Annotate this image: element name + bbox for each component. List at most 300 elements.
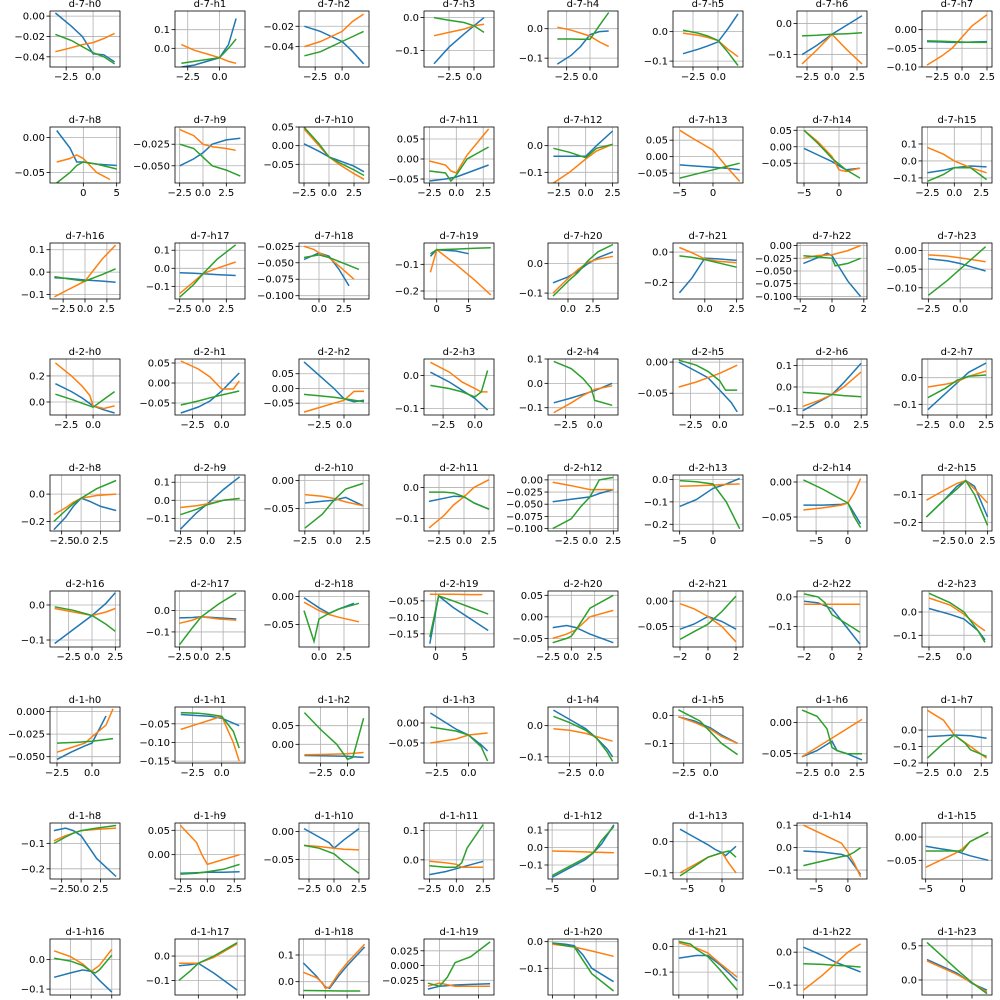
y-tick-label: 0.5 (901, 941, 917, 953)
y-tick-label: −0.2 (643, 519, 668, 531)
series-line-1 (926, 481, 987, 517)
subplot-d-7-h3 (395, 0, 494, 83)
x-tick-label: −2.5 (678, 420, 703, 431)
series-line-1 (553, 490, 614, 502)
subplot-title: d-7-h13 (688, 115, 728, 126)
x-tick-label: 0.0 (85, 420, 102, 431)
subplot-title: d-7-h7 (940, 0, 974, 10)
y-tick-label: −0.100 (754, 291, 792, 303)
series-line-2 (679, 365, 737, 387)
y-tick-label: 0.00 (147, 378, 170, 390)
x-tick-label: −5 (544, 884, 560, 895)
subplot-d-1-h3 (388, 695, 494, 779)
subplot-title: d-2-h11 (439, 463, 479, 474)
y-tick-label: 0.00 (645, 152, 668, 164)
y-tick-label: 0.0 (776, 843, 792, 855)
y-tick-label: 0.0 (776, 947, 792, 959)
x-tick-label: −5 (808, 536, 824, 547)
y-tick-label: 0.00 (271, 592, 294, 604)
subplot-d-1-h10 (263, 811, 369, 895)
x-tick-label: 2.5 (92, 536, 109, 547)
series-line-3 (679, 360, 737, 390)
series-line-3 (430, 371, 487, 397)
y-tick-label: −0.05 (886, 43, 917, 55)
subplot-d-7-h0 (14, 0, 120, 83)
x-tick-label: 0.0 (586, 420, 603, 431)
x-tick-label: −5 (918, 884, 934, 895)
series-line-2 (429, 129, 488, 173)
subplot-title: d-1-h17 (190, 927, 230, 938)
subplot-title: d-1-h6 (815, 695, 849, 706)
y-tick-label: −0.2 (892, 758, 917, 770)
subplot-title: d-2-h23 (937, 579, 977, 590)
x-tick-label: −2.5 (292, 536, 317, 547)
subplot-title: d-7-h10 (314, 115, 354, 126)
subplot-title: d-2-h9 (193, 463, 227, 474)
x-tick-label: 0.0 (456, 536, 472, 547)
x-tick-label: 0.0 (824, 72, 840, 83)
x-tick-label: −2.5 (168, 536, 193, 547)
y-tick-label: −0.05 (761, 749, 792, 761)
y-tick-label: −0.05 (139, 398, 170, 410)
x-tick-label: −2.5 (175, 72, 200, 83)
subplot-d-2-h18 (263, 579, 369, 663)
y-tick-label: 0.00 (22, 11, 45, 23)
subplot-d-2-h1 (139, 347, 245, 431)
x-tick-label: 0.0 (339, 768, 356, 779)
axes-frame (299, 591, 369, 647)
x-tick-label: 2.5 (346, 188, 362, 199)
y-tick-label: −0.05 (263, 159, 294, 171)
y-tick-label: 0.0 (154, 263, 170, 275)
x-tick-label: 0.0 (466, 72, 482, 83)
y-tick-label: −0.1 (892, 399, 917, 411)
subplot-d-1-h12 (519, 811, 618, 895)
y-tick-label: 0.1 (527, 825, 543, 837)
y-tick-label: −0.2 (892, 518, 917, 530)
series-line-2 (927, 15, 987, 65)
subplot-title: d-7-h3 (442, 0, 476, 10)
subplot-title: d-7-h15 (937, 115, 977, 126)
series-line-1 (434, 18, 484, 64)
subplot-title: d-7-h5 (691, 0, 725, 10)
x-tick-label: 0.0 (195, 188, 211, 199)
x-tick-label: 0.0 (321, 188, 337, 199)
y-tick-label: −0.1 (518, 167, 543, 179)
x-tick-label: 0.0 (84, 652, 100, 663)
y-tick-label: −0.05 (139, 719, 170, 731)
subplot-d-7-h5 (644, 0, 743, 83)
y-tick-label: −0.1 (20, 838, 45, 850)
x-tick-label: −5 (672, 188, 688, 199)
subplot-title: d-7-h23 (937, 231, 977, 242)
y-tick-label: 0.0 (527, 24, 543, 36)
y-tick-label: 0.0 (652, 942, 668, 954)
x-tick-label: −2.5 (535, 652, 561, 663)
x-tick-label: −2.5 (308, 768, 333, 779)
y-tick-label: 0.1 (403, 825, 419, 837)
y-tick-label: −0.05 (637, 168, 668, 180)
subplot-d-1-h16 (21, 927, 120, 1000)
subplot-title: d-2-h18 (314, 579, 354, 590)
series-line-3 (304, 713, 363, 760)
subplot-d-7-h10 (263, 115, 369, 199)
y-tick-label: 0.0 (652, 27, 668, 39)
subplot-d-7-h7 (886, 0, 995, 83)
series-line-2 (553, 610, 614, 638)
x-tick-label: 0.0 (334, 72, 351, 83)
y-tick-label: 0.0 (403, 370, 419, 382)
series-line-3 (430, 727, 487, 761)
y-tick-label: 0.00 (645, 357, 668, 369)
y-tick-label: 0.0 (154, 43, 170, 55)
x-tick-label: 0.0 (582, 536, 598, 547)
x-tick-label: −2.5 (915, 420, 940, 431)
subplot-d-2-h23 (893, 579, 992, 663)
y-tick-label: −0.1 (394, 259, 419, 271)
series-line-2 (804, 130, 860, 171)
subplot-title: d-7-h8 (68, 115, 102, 126)
subplot-title: d-7-h16 (65, 231, 105, 242)
x-tick-label: 2.5 (355, 536, 372, 547)
y-tick-label: 0.0 (901, 607, 917, 619)
subplot-d-7-h17 (146, 231, 245, 315)
series-line-2 (430, 250, 490, 295)
y-tick-label: −0.05 (388, 596, 419, 608)
subplot-title: d-2-h15 (937, 463, 977, 474)
axes-frame (797, 127, 867, 183)
y-tick-label: 0.0 (652, 837, 668, 849)
x-tick-label: 0.0 (77, 304, 93, 315)
y-tick-label: 0.00 (894, 25, 917, 37)
y-tick-label: −0.1 (643, 868, 668, 880)
x-tick-label: −2.5 (916, 304, 941, 315)
subplot-title: d-7-h19 (439, 231, 479, 242)
y-tick-label: −0.2 (20, 516, 45, 528)
y-tick-label: 0.0 (527, 259, 543, 271)
y-tick-label: −0.1 (643, 56, 668, 68)
x-tick-label: 2.5 (979, 72, 995, 83)
series-line-1 (679, 258, 736, 293)
subplot-title: d-7-h1 (193, 0, 227, 10)
y-tick-label: −0.05 (637, 388, 668, 400)
x-tick-label: −2.5 (49, 884, 74, 895)
subplot-d-1-h15 (886, 811, 992, 895)
y-tick-label: −0.05 (886, 264, 917, 276)
series-line-3 (54, 481, 116, 522)
x-tick-label: 0.0 (582, 72, 598, 83)
y-tick-label: −0.05 (388, 174, 419, 186)
y-tick-label: −0.10 (139, 737, 170, 749)
y-tick-label: 0.00 (769, 241, 792, 253)
y-tick-label: 0.1 (154, 25, 170, 37)
y-tick-label: 0.05 (271, 369, 294, 381)
x-tick-label: −2.5 (916, 652, 942, 663)
x-tick-label: −2.5 (671, 768, 696, 779)
series-line-1 (304, 144, 364, 172)
x-tick-label: 2.5 (226, 884, 243, 895)
series-line-1 (180, 138, 241, 166)
x-tick-label: 2.5 (218, 304, 235, 315)
x-tick-label: 0.0 (326, 884, 342, 895)
x-tick-label: 2.5 (849, 72, 865, 83)
subplot-title: d-2-h19 (439, 579, 479, 590)
x-tick-label: −2.5 (553, 420, 578, 431)
series-line-1 (803, 851, 860, 875)
subplot-title: d-7-h12 (563, 115, 603, 126)
y-tick-label: 0.00 (645, 596, 668, 608)
series-line-1 (803, 947, 860, 972)
subplot-d-1-h9 (148, 811, 245, 895)
subplot-title: d-2-h0 (68, 347, 102, 358)
y-tick-label: 0.0 (29, 600, 45, 612)
x-tick-label: 2.5 (979, 536, 996, 547)
y-tick-label: −0.1 (20, 635, 45, 647)
x-tick-label: −2.5 (167, 304, 192, 315)
y-tick-label: −0.10 (388, 612, 419, 624)
x-tick-label: 5 (465, 304, 472, 315)
x-tick-label: 0.0 (460, 768, 477, 779)
y-tick-label: 0.05 (520, 590, 543, 602)
y-tick-label: −0.05 (637, 622, 668, 634)
subplot-d-2-h16 (21, 579, 124, 663)
y-tick-label: −0.1 (643, 967, 668, 979)
subplot-d-7-h21 (644, 231, 745, 315)
series-line-2 (680, 130, 740, 181)
subplot-d-2-h22 (768, 579, 867, 663)
x-tick-label: −2.5 (794, 72, 820, 83)
x-tick-label: −2.5 (54, 72, 79, 83)
subplot-d-1-h19 (382, 927, 494, 1000)
y-tick-label: −0.050 (132, 161, 170, 173)
y-tick-label: 0.00 (769, 477, 792, 489)
subplot-title: d-7-h11 (439, 115, 479, 126)
y-tick-label: −0.100 (505, 524, 543, 536)
series-line-2 (926, 481, 987, 503)
axes-frame (299, 939, 369, 995)
y-tick-label: −0.05 (263, 620, 294, 632)
subplot-d-7-h2 (263, 0, 369, 83)
series-line-1 (554, 383, 612, 403)
y-tick-label: −0.050 (256, 258, 294, 270)
y-tick-label: 0.0 (527, 141, 543, 153)
x-tick-label: −2.5 (931, 536, 957, 547)
series-line-1 (54, 828, 116, 876)
y-tick-label: −0.025 (505, 487, 543, 499)
x-tick-label: 0.0 (199, 884, 216, 895)
x-tick-label: 2.5 (226, 536, 243, 547)
series-line-3 (179, 943, 237, 981)
y-tick-label: 0.00 (271, 383, 294, 395)
x-tick-label: 2.5 (973, 768, 990, 779)
subplot-d-7-h1 (154, 0, 245, 83)
x-tick-label: 0 (433, 304, 440, 315)
subplot-title: d-1-h11 (439, 811, 479, 822)
x-tick-label: 0.0 (711, 420, 728, 431)
series-line-2 (179, 944, 237, 963)
subplot-title: d-1-h14 (812, 811, 852, 822)
y-tick-label: 0.00 (396, 718, 419, 730)
axes-frame (299, 243, 369, 299)
y-tick-label: 0.1 (154, 245, 170, 257)
x-tick-label: 0.0 (466, 420, 483, 431)
y-tick-label: −0.1 (767, 980, 792, 992)
subplot-d-7-h11 (388, 115, 494, 199)
y-tick-label: 0.0 (901, 975, 917, 987)
x-tick-label: −2.5 (167, 188, 192, 199)
y-tick-label: −0.1 (145, 975, 170, 987)
y-tick-label: 0.0 (403, 482, 419, 494)
y-tick-label: 0.2 (29, 371, 45, 383)
y-tick-label: −0.075 (256, 274, 294, 286)
subplot-title: d-1-h4 (566, 695, 600, 706)
x-tick-label: 2.5 (849, 768, 865, 779)
series-line-3 (304, 603, 359, 641)
subplot-d-7-h16 (21, 231, 120, 315)
y-tick-label: 0.0 (776, 18, 792, 30)
y-tick-label: −0.075 (754, 279, 792, 291)
x-tick-label: 0.0 (696, 304, 713, 315)
y-tick-label: 0.1 (29, 245, 45, 257)
series-line-3 (181, 39, 236, 63)
x-tick-label: −2.5 (291, 188, 317, 199)
y-tick-label: −0.1 (394, 403, 419, 415)
y-tick-label: 0.0 (527, 937, 543, 949)
x-tick-label: 5 (461, 652, 469, 663)
subplot-d-7-h18 (257, 231, 369, 315)
x-tick-label: −2.5 (424, 768, 449, 779)
x-tick-label: 2.5 (853, 420, 870, 431)
y-tick-label: −0.1 (518, 860, 543, 872)
x-tick-label: −2.5 (426, 536, 452, 547)
series-line-1 (54, 498, 116, 529)
x-tick-label: 0.0 (563, 652, 580, 663)
subplot-d-1-h11 (403, 811, 494, 895)
x-tick-label: 2.5 (215, 652, 232, 663)
y-tick-label: 0.0 (403, 855, 419, 867)
y-tick-label: 0.05 (271, 721, 294, 733)
y-tick-label: −0.025 (7, 729, 45, 741)
x-tick-label: −2.5 (54, 420, 79, 431)
y-tick-label: −0.04 (14, 52, 45, 64)
subplot-d-2-h19 (388, 579, 494, 663)
subplot-d-2-h2 (263, 347, 369, 431)
x-tick-label: 0.0 (946, 188, 963, 199)
x-tick-label: −2.5 (303, 72, 328, 83)
subplot-title: d-1-h20 (563, 927, 603, 938)
y-tick-label: 0.00 (396, 154, 419, 166)
subplot-title: d-2-h14 (812, 463, 852, 474)
x-tick-label: 0.0 (195, 304, 211, 315)
x-tick-label: −2.5 (417, 884, 442, 895)
y-tick-label: 0.00 (271, 476, 294, 488)
subplot-d-7-h20 (519, 231, 618, 315)
x-tick-label: 0.0 (946, 768, 963, 779)
subplot-d-2-h13 (644, 463, 743, 547)
subplot-d-2-h4 (519, 347, 618, 431)
x-tick-label: −5 (672, 536, 688, 547)
subplot-d-2-h6 (768, 347, 869, 431)
subplot-d-1-h23 (901, 927, 992, 1000)
y-tick-label: 0.1 (776, 820, 792, 832)
x-tick-label: 2.5 (351, 884, 367, 895)
x-tick-label: −2.5 (794, 768, 820, 779)
x-tick-label: 2 (856, 652, 864, 663)
subplot-title: d-2-h12 (563, 463, 603, 474)
subplot-title: d-7-h21 (688, 231, 728, 242)
subplot-d-1-h0 (8, 695, 120, 779)
x-tick-label: 2.5 (728, 304, 745, 315)
subplot-d-1-h22 (768, 927, 867, 1000)
x-tick-label: 0.0 (824, 420, 840, 431)
series-line-3 (552, 943, 613, 991)
series-line-2 (430, 733, 487, 743)
series-line-1 (429, 496, 489, 509)
y-tick-label: 0.0 (154, 605, 170, 617)
y-tick-label: 0.00 (769, 718, 792, 730)
subplot-title: d-2-h5 (691, 347, 725, 358)
series-line-1 (180, 273, 236, 276)
y-tick-label: −0.15 (388, 629, 419, 641)
subplot-title: d-2-h6 (815, 347, 849, 358)
x-tick-label: −2 (672, 652, 688, 663)
y-tick-label: 0.0 (776, 592, 792, 604)
series-line-3 (553, 477, 614, 528)
y-tick-label: 0.0 (29, 267, 45, 279)
subplot-d-1-h20 (519, 927, 618, 1000)
y-tick-label: −0.15 (139, 756, 170, 768)
subplot-title: d-1-h0 (68, 695, 102, 706)
y-tick-label: 0.00 (271, 826, 294, 838)
subplot-title: d-2-h17 (190, 579, 230, 590)
x-tick-label: 0.0 (199, 536, 216, 547)
subplot-d-2-h14 (761, 463, 867, 547)
subplot-d-7-h14 (761, 115, 867, 199)
y-tick-label: −0.025 (381, 975, 419, 987)
x-tick-label: 2.5 (475, 884, 492, 895)
y-tick-label: −0.025 (256, 241, 294, 253)
x-tick-label: 0.0 (311, 304, 327, 315)
x-tick-label: 0.0 (588, 768, 605, 779)
x-tick-label: −2.5 (436, 72, 462, 83)
x-tick-label: 0 (835, 188, 843, 199)
subplot-d-2-h0 (29, 347, 120, 431)
x-tick-label: −2 (796, 652, 812, 663)
y-tick-label: 0.0 (278, 977, 294, 989)
x-tick-label: −2 (792, 304, 808, 315)
y-tick-label: 0.0 (29, 397, 45, 409)
subplot-title: d-7-h6 (815, 0, 849, 10)
series-line-3 (678, 710, 737, 755)
y-tick-label: −0.100 (256, 291, 294, 303)
subplot-d-2-h20 (512, 579, 618, 663)
y-tick-label: 0.1 (527, 354, 543, 366)
y-tick-label: −0.025 (132, 139, 170, 151)
subplot-title: d-1-h3 (442, 695, 476, 706)
x-tick-label: 0.0 (954, 72, 970, 83)
series-line-3 (304, 127, 364, 176)
x-tick-label: 0.0 (85, 72, 102, 83)
subplot-title: d-2-h10 (314, 463, 354, 474)
series-line-2 (434, 24, 484, 36)
subplot-title: d-1-h7 (940, 695, 974, 706)
y-tick-label: 0.00 (520, 612, 543, 624)
subplot-title: d-1-h9 (193, 811, 227, 822)
y-tick-label: −0.02 (263, 21, 294, 33)
y-tick-label: −0.1 (394, 46, 419, 58)
series-line-3 (557, 13, 608, 40)
series-line-2 (55, 609, 116, 616)
